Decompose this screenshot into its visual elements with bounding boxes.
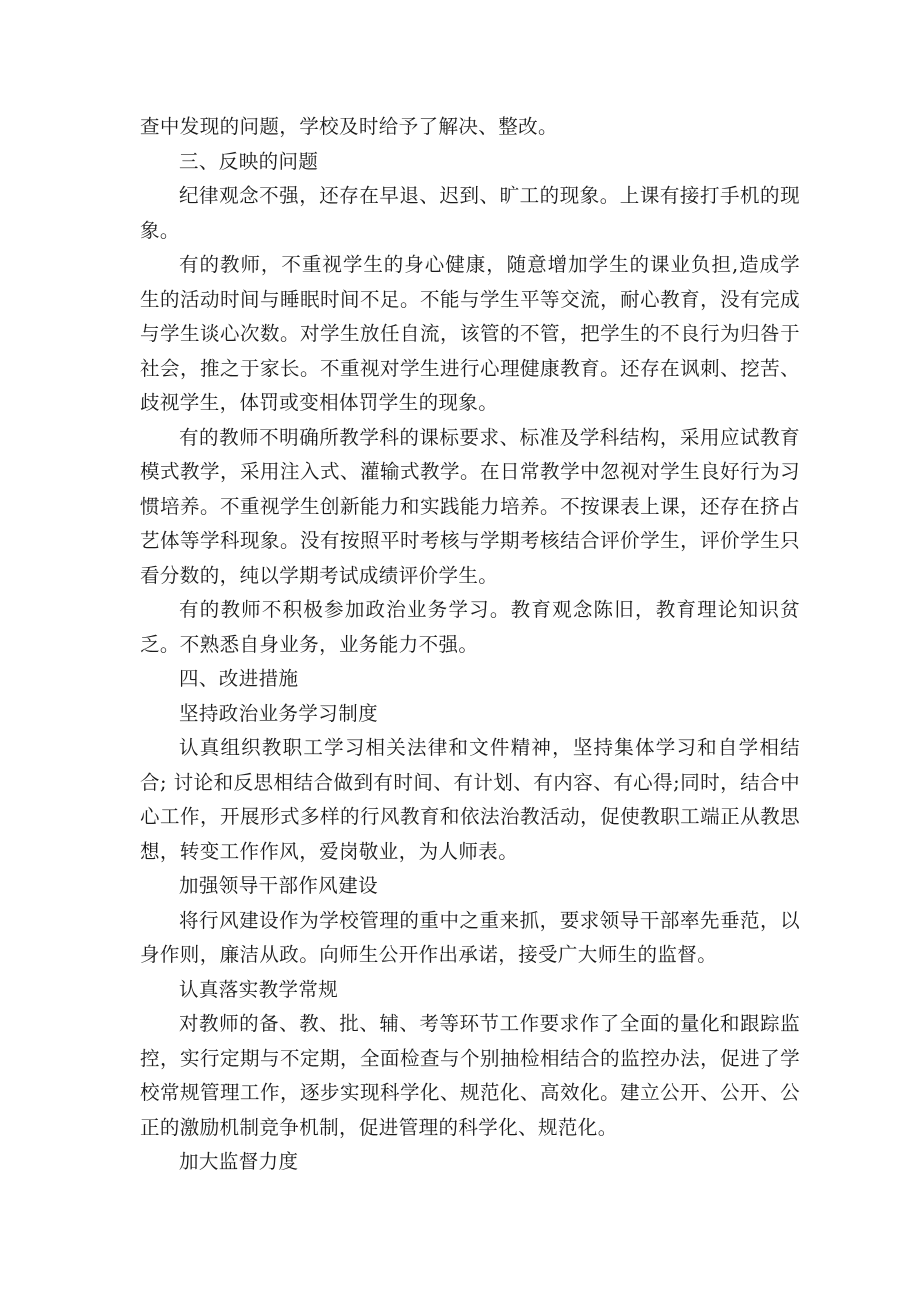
- paragraph-study-system: 认真组织教职工学习相关法律和文件精神，坚持集体学习和自学相结合; 讨论和反思相结合做到有时间、有计划、有内容、有心得;同时，结合中心工作，开展形式多样的行风教育和依法治教活动，促使教职工端正从教思想，转变工作作风，爱岗敬业，为人师表。: [140, 736, 800, 863]
- document-body: [140, 110, 800, 1180]
- section-heading-problems: 三、反映的问题: [179, 149, 319, 173]
- subheading-leadership: 加强领导干部作风建设: [179, 874, 379, 897]
- subheading-study-system: 坚持政治业务学习制度: [179, 701, 379, 725]
- section-heading-improvements: 四、改进措施: [179, 667, 299, 690]
- subheading-teaching-routine: 认真落实教学常规: [179, 977, 339, 1001]
- paragraph-leadership: 将行风建设作为学校管理的重中之重来抓，要求领导干部率先垂范，以身作则，廉洁从政。向师生公开作出承诺，接受广大师生的监督。: [140, 908, 800, 966]
- paragraph-continued: 查中发现的问题，学校及时给予了解决、整改。: [140, 115, 558, 138]
- paragraph-discipline: 纪律观念不强，还存在早退、迟到、旷工的现象。上课有接打手机的现象。: [140, 184, 800, 242]
- paragraph-political-study: 有的教师不积极参加政治业务学习。教育观念陈旧，教育理论知识贫乏。不熟悉自身业务，业务能力不强。: [140, 598, 800, 656]
- subheading-supervision: 加大监督力度: [179, 1150, 299, 1173]
- paragraph-teaching-standards: 有的教师不明确所教学科的课标要求、标准及学科结构，采用应试教育模式教学，采用注入式、灌输式教学。在日常教学中忽视对学生良好行为习惯培养。不重视学生创新能力和实践能力培养。不按课表上课，还存在挤占艺体等学科现象。没有按照平时考核与学期考核结合评价学生，评价学生只看分数的，纯以学期考试成绩评价学生。: [140, 425, 800, 587]
- paragraph-student-health: 有的教师，不重视学生的身心健康，随意增加学生的课业负担,造成学生的活动时间与睡眠时间不足。不能与学生平等交流，耐心教育，没有完成与学生谈心次数。对学生放任自流，该管的不管，把学生的不良行为归咎于社会，推之于家长。不重视对学生进行心理健康教育。还存在讽刺、挖苦、歧视学生，体罚或变相体罚学生的现象。: [140, 253, 800, 414]
- paragraph-teaching-routine: 对教师的备、教、批、辅、考等环节工作要求作了全面的量化和跟踪监控，实行定期与不定期，全面检查与个别抽检相结合的监控办法，促进了学校常规管理工作，逐步实现科学化、规范化、高效化。建立公开、公开、公正的激励机制竞争机制，促进管理的科学化、规范化。: [140, 1012, 800, 1139]
